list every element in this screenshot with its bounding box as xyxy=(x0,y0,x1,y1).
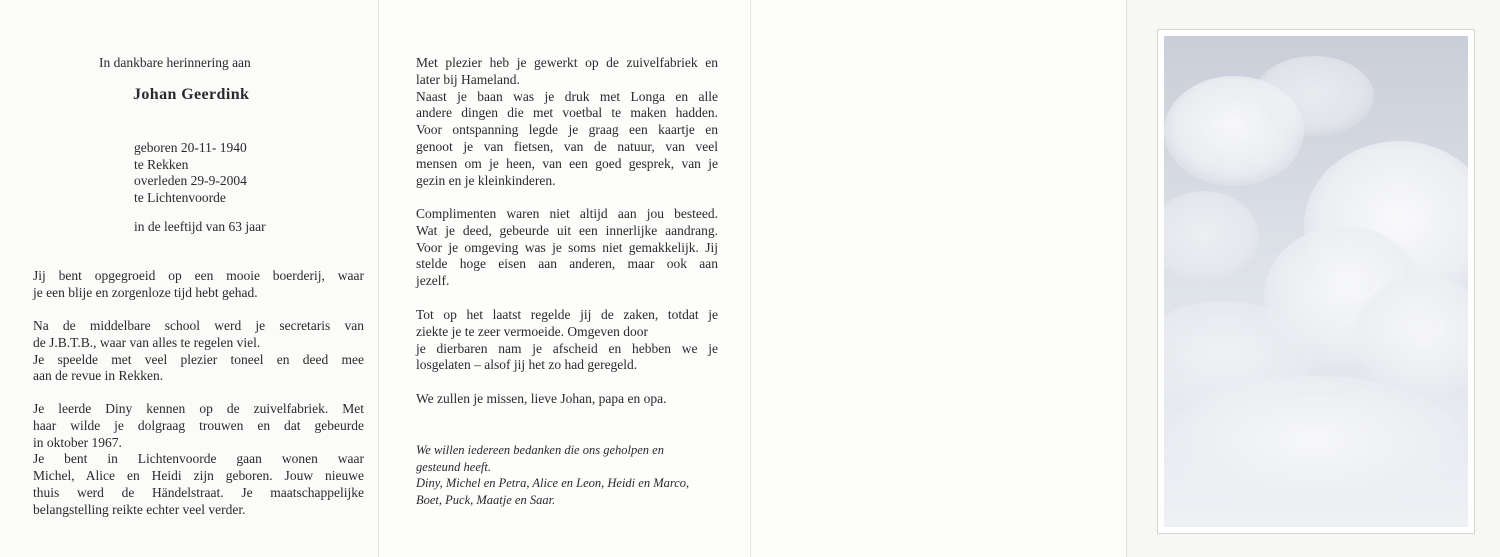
age-text: in de leeftijd van 63 jaar xyxy=(134,219,266,234)
paragraph-youth xyxy=(33,318,364,385)
text-line: mensen om je heen, van een goed gesprek, van je xyxy=(416,155,718,171)
text-line: losgelaten – alsof jij het zo had geregeld. xyxy=(416,357,638,373)
thanks-line: Boet, Puck, Maatje en Saar. xyxy=(416,493,556,508)
text-line: Complimenten waren niet altijd aan jou besteed. xyxy=(416,206,718,221)
text-line: gezin en je kleinkinderen. xyxy=(416,172,556,188)
thanks-note xyxy=(416,442,689,509)
paragraph-farewell xyxy=(416,307,718,374)
card-panel-blank xyxy=(750,0,1126,557)
text-line: Met plezier heb je gewerkt op de zuivelfabriek en xyxy=(416,55,718,70)
text-line: stelde hoge eisen aan anderen, maar ook aan xyxy=(416,256,718,272)
text-line: jezelf. xyxy=(416,273,450,289)
farewell-line: We zullen je missen, lieve Johan, papa en opa. xyxy=(416,391,667,406)
text-line: Voor ontspanning legde je graag een kaartje en xyxy=(416,122,718,138)
paragraph-childhood xyxy=(33,268,364,302)
text-line: belangstelling reikte echter veel verder. xyxy=(33,501,246,517)
card-panel-left xyxy=(0,0,378,557)
text-line: Tot op het laatst regelde jij de zaken, totdat je xyxy=(416,307,718,322)
photo-frame xyxy=(1157,29,1475,534)
card-panel-cover xyxy=(1126,0,1500,557)
text-line: je dierbaren nam je afscheid en hebben we je xyxy=(416,340,718,356)
text-line: Je leerde Diny kennen op de zuivelfabriek. Met xyxy=(33,401,364,416)
text-line: later bij Hameland. xyxy=(416,71,520,87)
text-line: ziekte je te zeer vermoeide. Omgeven door xyxy=(416,323,649,339)
text-line: haar wilde je dolgraag trouwen en dat gebeurde xyxy=(33,417,364,433)
text-line: aan de revue in Rekken. xyxy=(33,368,164,384)
thanks-line: Diny, Michel en Petra, Alice en Leon, Heidi en Marco, xyxy=(416,476,690,491)
paragraph-family xyxy=(33,401,364,519)
text-line: Na de middelbare school werd je secretaris van xyxy=(33,318,364,333)
text-line: Jij bent opgegroeid op een mooie boerderij, waar xyxy=(33,268,364,283)
cloud-sky-image xyxy=(1164,36,1468,527)
thanks-line: gesteund heeft. xyxy=(416,459,491,474)
birth-date: geboren 20-11- 1940 xyxy=(134,140,247,155)
death-place: te Lichtenvoorde xyxy=(134,189,226,205)
text-line: genoot je van fietsen, van de natuur, van veel xyxy=(416,138,718,154)
text-line: Wat je deed, gebeurde uit een innerlijke aandrang. xyxy=(416,222,718,238)
text-line: je een blije en zorgenloze tijd hebt gehad. xyxy=(33,284,258,300)
text-line: Je speelde met veel plezier toneel en deed mee xyxy=(33,351,364,367)
paragraph-work xyxy=(416,55,718,189)
text-line: andere dingen die met voetbal te maken hadden. xyxy=(416,105,718,121)
birth-place: te Rekken xyxy=(134,156,189,172)
thanks-line: We willen iedereen bedanken die ons geholpen en xyxy=(416,443,664,457)
text-line: Naast je baan was je druk met Longa en alle xyxy=(416,88,718,104)
card-panel-middle xyxy=(378,0,750,557)
text-line: in oktober 1967. xyxy=(33,434,122,450)
text-line: thuis werd de Händelstraat. Je maatschappelijke xyxy=(33,484,364,500)
text-line: Voor je omgeving was je soms niet gemakkelijk. Jij xyxy=(416,239,718,255)
cloud-sky-illustration xyxy=(1164,36,1468,527)
deceased-name: Johan Geerdink xyxy=(133,86,250,103)
death-date: overleden 29-9-2004 xyxy=(134,173,247,188)
text-line: Michel, Alice en Heidi zijn geboren. Jouw nieuwe xyxy=(33,468,364,484)
intro-text: In dankbare herinnering aan xyxy=(99,55,251,70)
life-dates xyxy=(134,140,247,206)
text-line: Je bent in Lichtenvoorde gaan wonen waar xyxy=(33,451,364,467)
text-line: de J.B.T.B., waar van alles te regelen viel. xyxy=(33,334,261,350)
paragraph-character xyxy=(416,206,718,290)
